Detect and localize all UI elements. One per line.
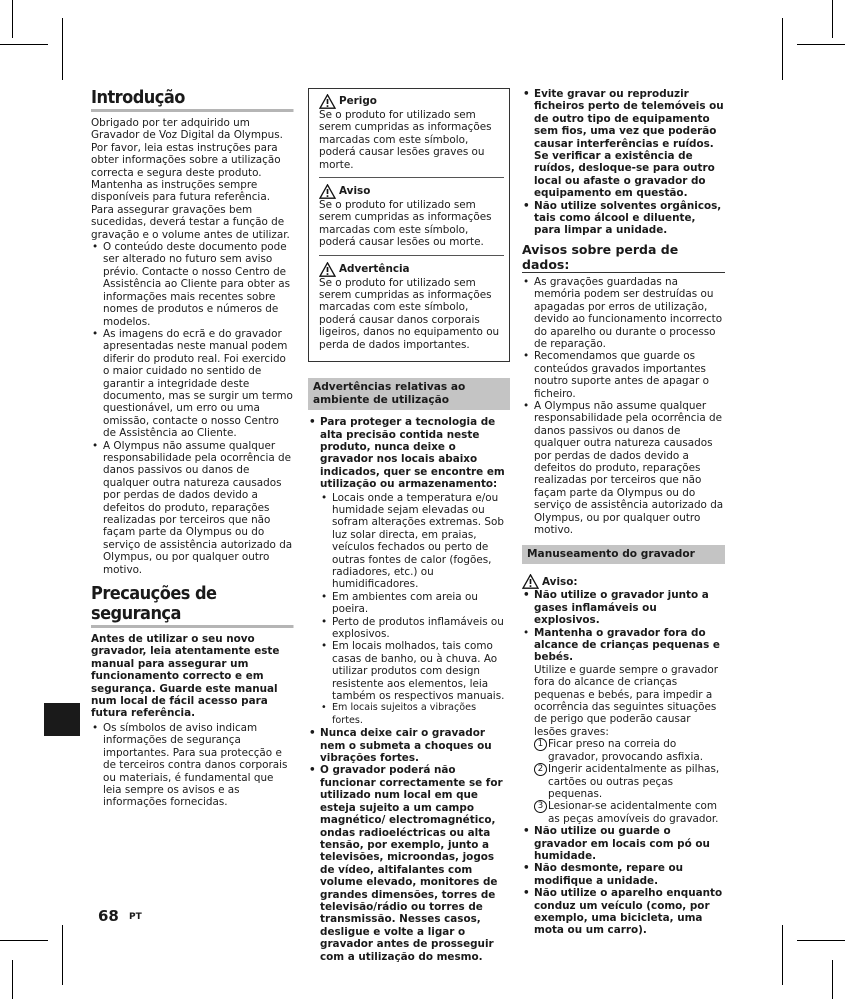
safety-bullet-list: [91, 722, 294, 809]
data-loss-heading: Avisos sobre perda de dados:: [522, 242, 725, 273]
crop-mark: [62, 925, 63, 985]
caution-title: Advertência: [339, 262, 410, 275]
warning-text: Se o produto for utilizado sem serem cumpridas as informações marcadas com este símbolo, poderá causar lesões ou morte.: [319, 199, 492, 249]
crop-mark: [62, 18, 63, 80]
warning-title: Aviso: [339, 185, 371, 198]
list-item: • Não utilize o aparelho enquanto conduz um veículo (como, por exemplo, uma bicicleta, uma mota ou um carro).: [522, 887, 725, 937]
sub-list-item: • Em locais sujeitos a vibrações fortes.: [320, 702, 510, 727]
list-item: • As imagens do ecrã e do gravador apresentadas neste manual podem diferir do produto real. Foi exercido o maior cuidado no sentido de garantir a integridade deste documento, mas se surgir um termo questionável, um erro ou uma omissão, contacte o nosso Centro de Assistência ao Cliente.: [91, 328, 294, 440]
safety-intro: Antes de utilizar o seu novo gravador, leia atentamente este manual para assegurar um funcionamento correcto e em segurança. Guarde este manual num local de fácil acesso para futura referência.: [91, 633, 280, 720]
warning-section: [319, 177, 504, 255]
list-item: • Recomendamos que guarde os conteúdos gravados importantes noutro suporte antes de apagar o ficheiro.: [522, 350, 725, 400]
crop-mark: [797, 940, 845, 941]
list-item: • Não utilize o gravador junto a gases inflamáveis ou explosivos.: [522, 589, 725, 626]
heading-safety: Precauções de segurança: [91, 584, 294, 628]
env-bullet-text: Para proteger a tecnologia de alta precisão contida neste produto, nunca deixe o gravador nos locais abaixo indicados, quer se encontre em utilização ou armazenamento:: [320, 416, 505, 491]
sub-list-item: • Em ambientes com areia ou poeira.: [320, 591, 510, 616]
warning-triangle-icon: [319, 262, 336, 277]
caution-text: Se o produto for utilizado sem serem cumpridas as informações marcadas com este símbolo, poderá causar danos corporais ligeiros, danos no equipamento ou perda de dados importantes.: [319, 276, 500, 351]
handling-bullet-list: [522, 589, 725, 936]
warning-triangle-icon: [319, 184, 336, 199]
list-item: • Evite gravar ou reproduzir ficheiros perto de telemóveis ou de outro tipo de equipamento sem fios, uma vez que poderão causar interferências e ruídos. Se verificar a existência de ruídos, desloque-se para outro local ou afaste o gravador do equipamento em questão.: [522, 88, 725, 200]
sub-list-item: • Em locais molhados, tais como casas de banho, ou à chuva. Ao utilizar produtos com design resistente aos elementos, leia também os respectivos manuais.: [320, 640, 510, 702]
list-item: • O conteúdo deste documento pode ser alterado no futuro sem aviso prévio. Contacte o nosso Centro de Assistência ao Cliente para obter as informações mais recentes sobre nomes de produtos e números de modelos.: [91, 241, 294, 328]
danger-title: Perigo: [339, 95, 377, 108]
list-item: • Nunca deixe cair o gravador nem o submeta a choques ou vibrações fortes.: [308, 727, 510, 764]
warning-triangle-icon: [522, 574, 539, 589]
list-item: • A Olympus não assume qualquer responsabilidade pela ocorrência de danos passivos ou danos de qualquer outra natureza causados por perdas de dados devido a defeitos do produto, reparações realizadas por terceiros que não façam parte da Olympus ou do serviço de assistência autorizado da Olympus, ou por qualquer outro motivo.: [522, 400, 725, 536]
list-item: • Não utilize solventes orgânicos, tais como álcool e diluente, para limpar a unidade.: [522, 200, 725, 237]
list-item: • A Olympus não assume qualquer responsabilidade pela ocorrência de danos passivos ou danos de qualquer outra natureza causados por perdas de dados devido a defeitos do produto, reparações realizadas por terceiros que não façam parte da Olympus ou do serviço de assistência autorizado da Olympus, ou por qualquer outro motivo.: [91, 440, 294, 576]
crop-mark: [832, 0, 833, 38]
caution-section: [319, 255, 504, 357]
list-item: [522, 627, 725, 826]
danger-section: [319, 92, 504, 177]
heading-introduction: Introdução: [91, 88, 294, 112]
crop-mark: [797, 44, 845, 45]
crop-mark: [12, 960, 13, 999]
column-middle: [308, 88, 510, 963]
sub-list-item: • Perto de produtos inflamáveis ou explosivos.: [320, 616, 510, 641]
crop-mark: [0, 44, 48, 45]
crop-mark: [0, 940, 48, 941]
crop-mark: [782, 18, 783, 80]
handling-heading: Manuseamento do gravador: [522, 545, 725, 564]
crop-mark: [832, 960, 833, 999]
handling-warning-title: Aviso:: [542, 575, 578, 588]
page-language: PT: [129, 912, 142, 922]
list-item: • Não utilize ou guarde o gravador em locais com pó ou humidade.: [522, 825, 725, 862]
sub-list-item: • Locais onde a temperatura e/ou humidade sejam elevadas ou sofram alterações extremas. Sob luz solar directa, em praias, veículos fechados ou perto de outras fontes de calor (fogões, radiadores, etc.) ou humidificadores.: [320, 492, 510, 591]
crop-mark: [12, 0, 13, 38]
crop-mark: [782, 925, 783, 985]
numbered-item: 2 Ingerir acidentalmente as pilhas, cartões ou outras peças pequenas.: [534, 763, 725, 800]
numbered-item: 1 Ficar preso na correia do gravador, provocando asfixia.: [534, 738, 725, 763]
column-right: [522, 88, 725, 937]
warning-triangle-icon: [319, 94, 336, 109]
children-warning: Mantenha o gravador fora do alcance de crianças pequenas e bebés.: [534, 626, 720, 664]
children-warning-detail: Utilize e guarde sempre o gravador fora do alcance de crianças pequenas e bebés, para impedir a ocorrência das seguintes situações de perigo que poderão causar lesões graves:: [534, 663, 719, 738]
list-item: • As gravações guardadas na memória podem ser destruídas ou apagadas por erros de utilização, devido ao funcionamento incorrecto do aparelho ou durante o processo de reparação.: [522, 276, 725, 350]
page-number: 68: [98, 907, 119, 925]
env-bullet-list: [308, 416, 510, 963]
danger-text: Se o produto for utilizado sem serem cumpridas as informações marcadas com este símbolo, poderá causar lesões graves ou morte.: [319, 109, 492, 171]
env-heading: Advertências relativas ao ambiente de utilização: [308, 378, 510, 410]
numbered-item: 3 Lesionar-se acidentalmente com as peças amovíveis do gravador.: [534, 800, 725, 825]
column-left: [91, 88, 294, 809]
section-tab: [44, 703, 80, 736]
list-item: [308, 416, 510, 727]
warning-symbols-box: [308, 88, 510, 362]
list-item: • O gravador poderá não funcionar correctamente se for utilizado num local em que esteja sujeito a um campo magnético/ electromagnético, ondas radioeléctricas ou alta tensão, por exemplo, junto a televisões, microondas, jogos de vídeo, altifalantes com volume elevado, monitores de grandes dimensões, torres de televisão/rádio ou torres de transmissão. Nesses casos, desligue e volte a ligar o gravador antes de prosseguir com a utilização do mesmo.: [308, 764, 510, 963]
device-bullet-list: [522, 88, 725, 237]
data-loss-list: [522, 276, 725, 537]
list-item: • Os símbolos de aviso indicam informações de segurança importantes. Para sua protecção e de terceiros contra danos corporais ou materiais, é fundamental que leia sempre os avisos e as informações fornecidas.: [91, 722, 294, 809]
list-item: • Não desmonte, repare ou modifique a unidade.: [522, 862, 725, 887]
intro-bullet-list: [91, 241, 294, 576]
intro-paragraph: Obrigado por ter adquirido um Gravador de Voz Digital da Olympus. Por favor, leia estas instruções para obter informações sobre a utilização correcta e segura deste produto. Mantenha as instruções sempre disponíveis para futura referência. Para assegurar gravações bem sucedidas, deverá testar a função de gravação e o volume antes de utilizar.: [91, 117, 290, 241]
env-sub-list: [320, 492, 510, 728]
